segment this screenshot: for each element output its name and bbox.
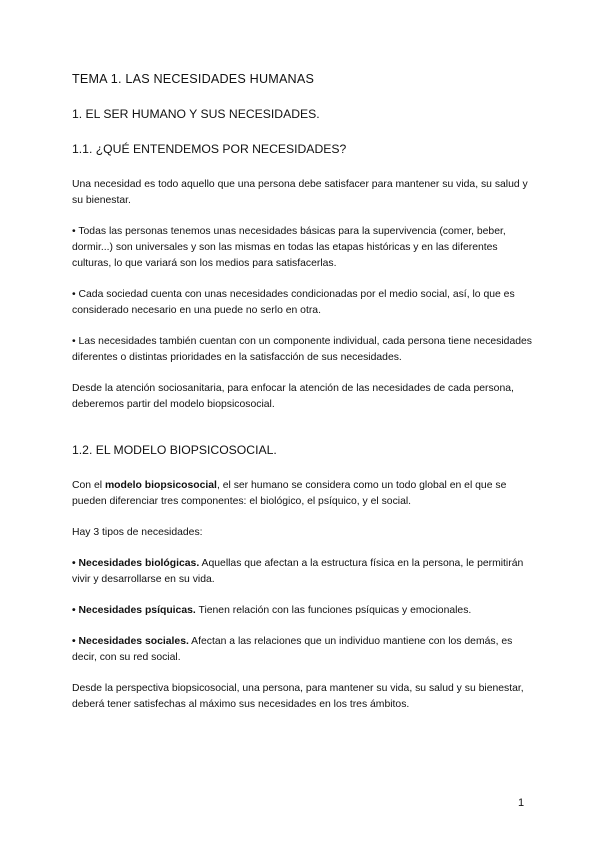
bullet-paragraph: • Las necesidades también cuentan con un componente individual, cada persona tiene necesidades diferentes o distintas prioridades en la satisfacción de sus necesidades. bbox=[72, 336, 532, 363]
need-title: Necesidades psíquicas. bbox=[78, 605, 196, 616]
page-number: 1 bbox=[518, 797, 525, 809]
model-bold: modelo biopsicosocial bbox=[104, 480, 217, 491]
attention-paragraph: Desde la atención sociosanitaria, para enfocar la atención de las necesidades de cada persona, deberemos partir del modelo biopsicosocial. bbox=[72, 383, 514, 410]
need-item-social bbox=[72, 634, 532, 666]
need-title: Necesidades biológicas. bbox=[78, 558, 200, 569]
section-heading-1: 1. EL SER HUMANO Y SUS NECESIDADES. bbox=[72, 107, 320, 121]
need-title: Necesidades sociales. bbox=[78, 636, 189, 647]
types-paragraph: Hay 3 tipos de necesidades: bbox=[72, 527, 203, 538]
need-bullet: • bbox=[72, 605, 79, 616]
model-post: , el ser humano se considera como un todo global en el que se pueden diferenciar tres componentes: el biológico, el psíquico, y el social. bbox=[72, 480, 507, 507]
need-bullet: • bbox=[72, 558, 79, 569]
bullet-paragraph: • Todas las personas tenemos unas necesidades básicas para la supervivencia (comer, beber, dormir...) son universales y son las mismas en todas las etapas históricas y en las diferentes culturas, lo que variará son los medios para satisfacerlas. bbox=[72, 226, 506, 269]
need-item-psychic bbox=[72, 603, 532, 619]
document-page bbox=[72, 72, 532, 728]
definition-paragraph: Una necesidad es todo aquello que una persona debe satisfacer para mantener su vida, su salud y su bienestar. bbox=[72, 179, 528, 206]
model-pre: Con el bbox=[72, 480, 105, 491]
model-paragraph bbox=[72, 478, 532, 510]
section-heading-1-1: 1.1. ¿QUÉ ENTENDEMOS POR NECESIDADES? bbox=[72, 142, 347, 156]
section-heading-1-2: 1.2. EL MODELO BIOPSICOSOCIAL. bbox=[72, 443, 277, 457]
need-item-biological bbox=[72, 556, 532, 588]
need-text: Afectan a las relaciones que un individuo mantiene con los demás, es decir, con su red social. bbox=[72, 636, 513, 663]
bullet-paragraph: • Cada sociedad cuenta con unas necesidades condicionadas por el medio social, así, lo que es considerado necesario en una puede no serlo en otra. bbox=[72, 289, 515, 316]
need-text: Tienen relación con las funciones psíquicas y emocionales. bbox=[195, 605, 472, 616]
final-paragraph: Desde la perspectiva biopsicosocial, una persona, para mantener su vida, su salud y su bienestar, deberá tener satisfechas al máximo sus necesidades en los tres ámbitos. bbox=[72, 683, 524, 710]
need-bullet: • bbox=[72, 636, 79, 647]
document-title: TEMA 1. LAS NECESIDADES HUMANAS bbox=[72, 72, 315, 86]
need-text: Aquellas que afectan a la estructura física en la persona, le permitirán vivir y desarrollarse en su vida. bbox=[72, 558, 524, 585]
